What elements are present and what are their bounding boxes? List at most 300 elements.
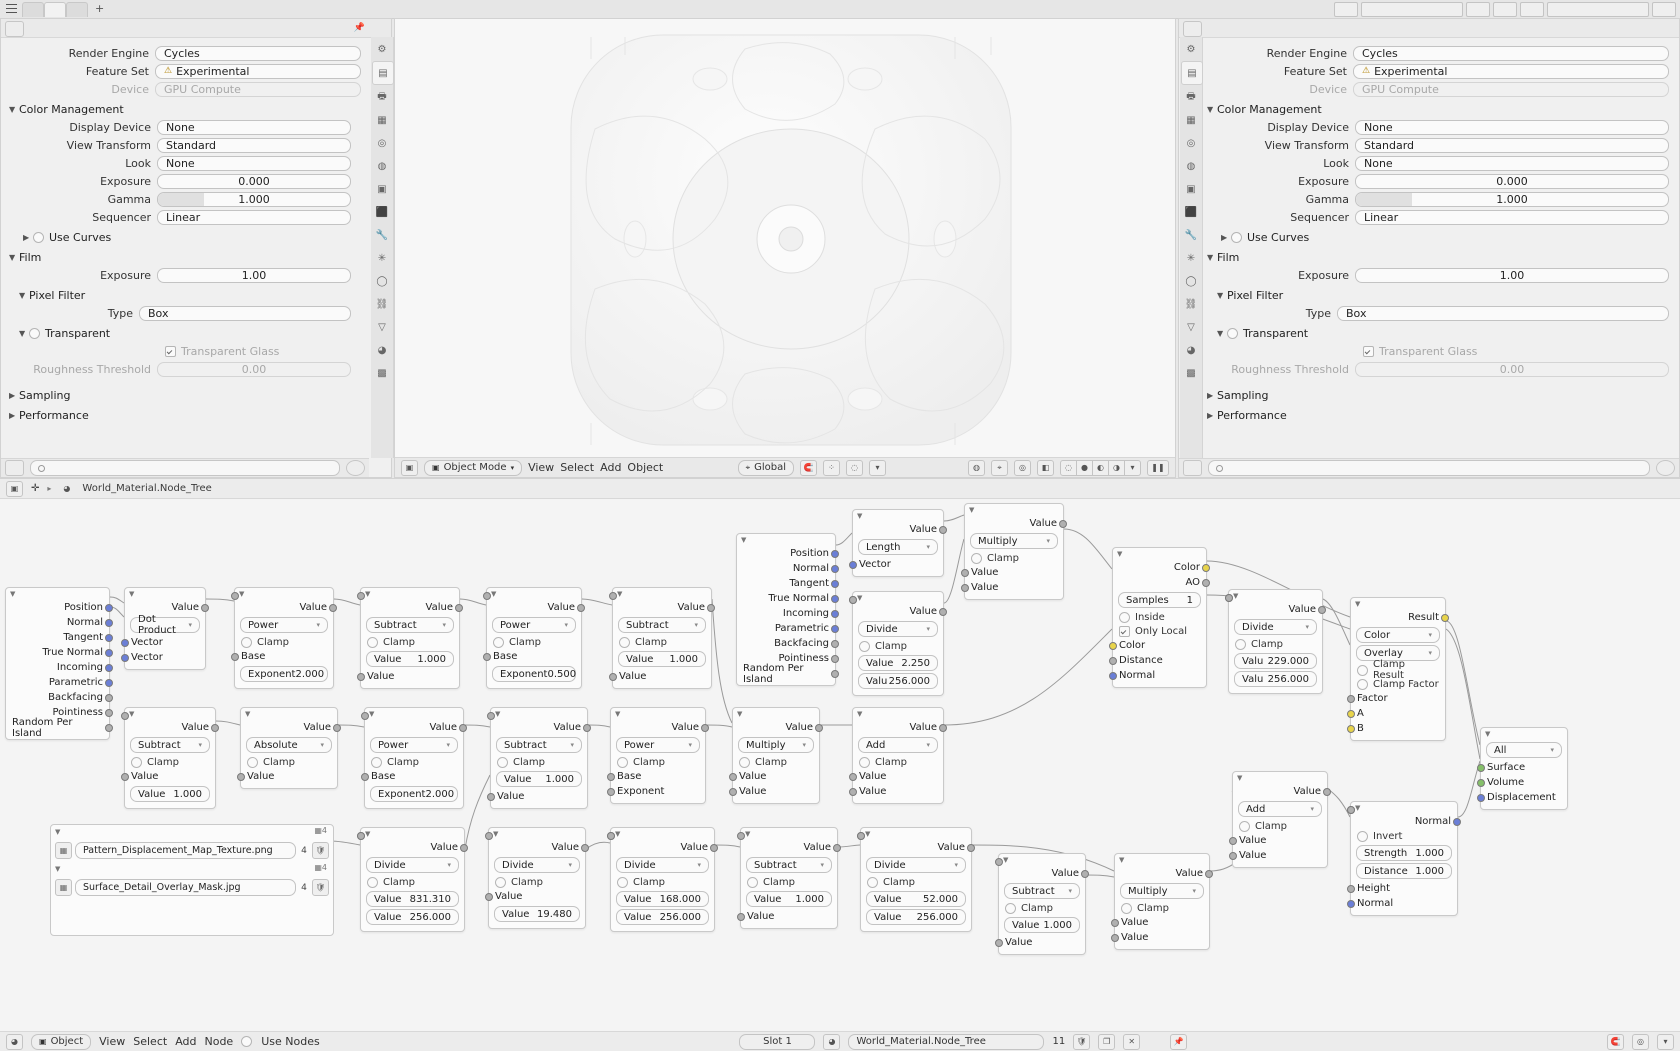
tab-scene-right[interactable]: ◎: [1186, 137, 1196, 149]
editor-type-button-node[interactable]: ▣: [6, 481, 23, 497]
node-input-exponent[interactable]: Exponent 2.000: [240, 666, 328, 682]
clamp-checkbox-row[interactable]: Clamp: [365, 755, 463, 769]
tab-object[interactable]: ⬛: [375, 206, 389, 218]
image-datablock-row-1[interactable]: [55, 842, 329, 859]
use-curves-row[interactable]: ▶ Use Curves: [23, 230, 112, 244]
view-transform-select[interactable]: Standard: [157, 138, 351, 153]
clamp-checkbox-row[interactable]: Clamp: [965, 551, 1063, 565]
clamp-checkbox-row[interactable]: Clamp: [853, 639, 943, 653]
use-curves-checkbox-right[interactable]: [1231, 232, 1242, 243]
node-header[interactable]: ▼: [617, 590, 623, 598]
operation-select[interactable]: Power ▾: [616, 737, 700, 753]
clamp-checkbox-row[interactable]: Clamp: [611, 875, 714, 889]
node-header[interactable]: ▼: [745, 830, 751, 838]
snap-node-icon[interactable]: 🧲: [1607, 1034, 1624, 1050]
menu-icon[interactable]: [6, 4, 17, 14]
tab-collection-right[interactable]: ▣: [1186, 183, 1196, 195]
shading-solid-icon[interactable]: ●: [1077, 460, 1093, 476]
node-header[interactable]: ▼: [741, 536, 747, 544]
film-section-right[interactable]: ▼ Film: [1207, 250, 1240, 264]
tab-render-right[interactable]: ▤: [1181, 61, 1203, 85]
operation-select[interactable]: Divide ▾: [858, 621, 938, 637]
image-users-2[interactable]: 4: [301, 882, 307, 893]
node-header[interactable]: ▼: [737, 710, 743, 718]
node-header[interactable]: ▼: [493, 830, 499, 838]
image-name-2[interactable]: Surface_Detail_Overlay_Mask.jpg: [75, 879, 296, 896]
node-header[interactable]: ▼: [1485, 730, 1491, 738]
node-math-subtract-2[interactable]: [612, 587, 712, 689]
tab-physics[interactable]: ◯: [376, 275, 388, 287]
node-math-subtract-1[interactable]: [360, 587, 460, 689]
node-header-2[interactable]: ▼ ▦4: [55, 863, 327, 873]
node-math-power-4[interactable]: [610, 707, 706, 804]
node-header[interactable]: ▼: [1355, 804, 1361, 812]
node-header[interactable]: ▼: [245, 710, 251, 718]
node-header[interactable]: ▼: [615, 710, 621, 718]
tab-texture-right[interactable]: ▩: [1186, 367, 1196, 379]
transform-orientation-selector[interactable]: ⌖ Global: [738, 460, 794, 476]
node-header[interactable]: ▼: [495, 710, 501, 718]
tab-particles-right[interactable]: ✳: [1186, 252, 1196, 264]
tab-constraints-right[interactable]: ⛓: [1184, 298, 1198, 310]
viewport-menu-add[interactable]: Add: [600, 461, 622, 474]
view-transform-select-right[interactable]: Standard: [1355, 138, 1669, 153]
node-math-multiply-1[interactable]: [964, 503, 1064, 600]
node-input-value-2: Value: [1233, 848, 1327, 863]
operation-select[interactable]: Subtract ▾: [1004, 883, 1080, 899]
tab-collection[interactable]: ▣: [377, 183, 387, 195]
inside-checkbox-row[interactable]: Inside: [1113, 610, 1206, 624]
node-header[interactable]: ▼: [857, 710, 863, 718]
roughness-threshold-field-right[interactable]: [1355, 362, 1669, 377]
shader-node-editor[interactable]: [0, 478, 1680, 1051]
node-math-multiply-2[interactable]: [732, 707, 820, 804]
node-geometry-2[interactable]: [736, 533, 836, 686]
node-math-subtract-5[interactable]: [740, 827, 838, 929]
operation-select[interactable]: Subtract ▾: [130, 737, 210, 753]
node-image-texture-group[interactable]: [50, 824, 334, 936]
operation-select[interactable]: Subtract ▾: [618, 617, 706, 633]
viewport-menu-object[interactable]: Object: [627, 461, 664, 474]
node-header[interactable]: ▼ ▦4: [55, 826, 327, 836]
clamp-checkbox-row[interactable]: Clamp: [861, 875, 971, 889]
xray-icon[interactable]: ◧: [1037, 460, 1054, 476]
node-math-divide-5[interactable]: [610, 827, 715, 932]
tab-particles[interactable]: ✳: [377, 252, 387, 264]
node-math-divide-3[interactable]: [360, 827, 465, 932]
node-header[interactable]: ▼: [857, 594, 863, 602]
node-menu-view[interactable]: View: [99, 1035, 126, 1048]
new-material-icon[interactable]: ❐: [1098, 1034, 1115, 1050]
node-header[interactable]: ▼: [369, 710, 375, 718]
proportional-edit-icon[interactable]: ◌: [846, 460, 863, 476]
operation-select[interactable]: Absolute ▾: [246, 737, 332, 753]
node-input-value-2[interactable]: Value 256.000: [866, 909, 966, 925]
clamp-factor-checkbox-row[interactable]: Clamp Factor: [1351, 677, 1445, 691]
node-header[interactable]: ▼: [857, 512, 863, 520]
node-header[interactable]: ▼: [239, 590, 245, 598]
roughness-threshold-value-right: 0.00: [1499, 362, 1525, 376]
node-header[interactable]: ▼: [129, 590, 135, 598]
tab-material[interactable]: ◕: [377, 344, 387, 356]
pin-node-tree-icon[interactable]: 📌: [1170, 1034, 1187, 1050]
render-engine-row-right: [1207, 45, 1669, 61]
clamp-checkbox-row[interactable]: Clamp: [1229, 637, 1322, 651]
transparent-section-right[interactable]: ▼ Transparent: [1217, 326, 1309, 340]
node-math-subtract-4[interactable]: [490, 707, 588, 809]
node-input-value-2[interactable]: Valu 256.000: [1234, 671, 1317, 687]
node-input-value-1[interactable]: Value 52.000: [866, 891, 966, 907]
image-icon-1[interactable]: ▦: [55, 842, 72, 859]
editor-type-button-viewport[interactable]: ▣: [401, 460, 418, 476]
node-math-power-1[interactable]: [234, 587, 334, 689]
fake-user-icon[interactable]: 🛡: [1073, 1034, 1090, 1050]
workspace-tab-3[interactable]: [66, 2, 88, 17]
tab-scene[interactable]: ◎: [377, 137, 387, 149]
look-select[interactable]: None: [157, 156, 351, 171]
node-output-incoming: Incoming: [6, 660, 109, 675]
options-icon-left[interactable]: [346, 460, 365, 476]
view-layer-field[interactable]: [1547, 2, 1649, 17]
clamp-checkbox-row[interactable]: Clamp: [613, 635, 711, 649]
transparent-glass-checkbox[interactable]: [165, 346, 176, 357]
browse-material-icon[interactable]: ◕: [823, 1034, 840, 1050]
node-header[interactable]: ▼: [1117, 550, 1123, 558]
tab-view-layer-right[interactable]: ▦: [1186, 114, 1196, 126]
node-ambient-occlusion[interactable]: [1112, 547, 1207, 688]
data-type-select[interactable]: Color ▾: [1356, 627, 1440, 643]
node-menu-select[interactable]: Select: [133, 1035, 168, 1048]
tab-render[interactable]: ▤: [372, 61, 394, 85]
node-math-divide-4[interactable]: [488, 827, 586, 929]
tab-constraints[interactable]: ⛓: [375, 298, 389, 310]
node-header[interactable]: ▼: [865, 830, 871, 838]
node-header[interactable]: ▼: [1233, 592, 1239, 600]
performance-section-right[interactable]: ▶ Performance: [1207, 408, 1287, 422]
film-section[interactable]: ▼ Film: [9, 250, 42, 264]
editor-type-button-right[interactable]: [1183, 460, 1202, 476]
node-input-value-2: Value: [741, 909, 837, 924]
node-material-output[interactable]: [1480, 727, 1568, 810]
properties-search-input-left[interactable]: [30, 460, 340, 476]
only-local-checkbox-row[interactable]: Only Local: [1113, 624, 1206, 638]
scene-field[interactable]: [1361, 2, 1463, 17]
node-input-value-1[interactable]: Value 1.000: [618, 651, 706, 667]
node-input-distance[interactable]: Distance 1.000: [1356, 863, 1452, 879]
clamp-checkbox-row[interactable]: Clamp: [733, 755, 819, 769]
device-select[interactable]: GPU Compute: [155, 82, 361, 97]
color-management-section[interactable]: ▼ Color Management: [9, 102, 124, 116]
pin-icon[interactable]: 📌: [353, 23, 365, 33]
operation-select[interactable]: Dot Product ▾: [130, 617, 200, 633]
node-header[interactable]: ▼: [1003, 856, 1009, 864]
display-device-select-right[interactable]: None: [1355, 120, 1669, 135]
pixel-filter-section-right[interactable]: ▼ Pixel Filter: [1217, 288, 1284, 302]
node-header[interactable]: ▼: [491, 590, 497, 598]
3d-viewport[interactable]: [394, 18, 1176, 478]
clamp-checkbox-row[interactable]: Clamp: [361, 635, 459, 649]
material-name-field[interactable]: World_Material.Node_Tree: [848, 1034, 1044, 1050]
shader-type-selector[interactable]: ▣ Object: [31, 1034, 91, 1050]
tab-data[interactable]: ▽: [378, 321, 386, 333]
shading-wireframe-icon[interactable]: ◌: [1060, 460, 1077, 476]
node-header[interactable]: ▼: [1355, 600, 1361, 608]
shading-mode-group[interactable]: [1060, 460, 1141, 476]
sequencer-select[interactable]: Linear: [157, 210, 351, 225]
operation-select[interactable]: Divide ▾: [1234, 619, 1317, 635]
operation-select[interactable]: Power ▾: [240, 617, 328, 633]
clamp-checkbox-row[interactable]: Clamp: [853, 755, 943, 769]
render-engine-select[interactable]: Cycles: [155, 46, 361, 61]
material-users-count[interactable]: 11: [1052, 1036, 1066, 1047]
look-select-right[interactable]: None: [1355, 156, 1669, 171]
node-input-value-1[interactable]: Value 1.000: [746, 891, 832, 907]
invert-checkbox-row[interactable]: Invert: [1351, 829, 1457, 843]
node-header[interactable]: ▼: [615, 830, 621, 838]
exposure-slider-right[interactable]: [1355, 174, 1669, 189]
node-input-exponent[interactable]: Exponent 0.500: [492, 666, 576, 682]
image-browse-icon[interactable]: ▦4: [314, 826, 327, 835]
node-header[interactable]: ▼: [1119, 856, 1125, 864]
tab-world[interactable]: ◍: [377, 160, 387, 172]
node-input-value-1[interactable]: Value 1.000: [366, 651, 454, 667]
tab-world-right[interactable]: ◍: [1186, 160, 1196, 172]
operation-select[interactable]: Length ▾: [858, 539, 938, 555]
clamp-checkbox-row[interactable]: Clamp: [125, 755, 215, 769]
operation-select[interactable]: Power ▾: [370, 737, 458, 753]
node-input-value-2[interactable]: Valu 256.000: [858, 673, 938, 689]
gamma-value: 1.000: [238, 192, 270, 206]
tab-data-right[interactable]: ▽: [1187, 321, 1195, 333]
operation-select[interactable]: Subtract ▾: [746, 857, 832, 873]
editor-type-button-left[interactable]: [5, 460, 24, 476]
snap-icon[interactable]: 🧲: [800, 460, 817, 476]
node-input-strength[interactable]: Strength 1.000: [1356, 845, 1452, 861]
node-geometry-1[interactable]: [5, 587, 110, 740]
pause-render-icon[interactable]: ❚❚: [1147, 460, 1169, 476]
samples-field[interactable]: Samples 1: [1118, 592, 1201, 608]
tab-tool[interactable]: ⚙: [377, 43, 387, 55]
tab-material-right[interactable]: ◕: [1186, 344, 1196, 356]
node-input-value-2[interactable]: Value 19.480: [494, 906, 580, 922]
node-header[interactable]: ▼: [10, 590, 16, 598]
operation-select[interactable]: Divide ▾: [616, 857, 709, 873]
workspace-tab-2[interactable]: [44, 2, 66, 17]
film-exposure-field-right[interactable]: [1355, 268, 1669, 283]
node-canvas[interactable]: [0, 499, 1680, 1031]
sampling-section-right[interactable]: ▶ Sampling: [1207, 388, 1269, 402]
visibility-icon[interactable]: ◍: [968, 460, 985, 476]
node-input-value-1[interactable]: Value 2.250: [858, 655, 938, 671]
add-workspace-button[interactable]: +: [95, 2, 105, 15]
editor-type-button-node-footer[interactable]: ◕: [6, 1034, 23, 1050]
node-input-value-2[interactable]: Value 256.000: [366, 909, 459, 925]
node-input-value-1[interactable]: Value 1.000: [1004, 917, 1080, 933]
node-math-subtract-6[interactable]: [998, 853, 1086, 955]
tab-view-layer[interactable]: ▦: [377, 114, 387, 126]
filter-type-select[interactable]: Box: [139, 306, 351, 321]
node-math-absolute[interactable]: [240, 707, 338, 789]
node-math-multiply-3[interactable]: [1114, 853, 1210, 950]
editor-type-icon[interactable]: [5, 21, 24, 37]
transparent-checkbox-right[interactable]: [1227, 328, 1238, 339]
image-shield-icon-1[interactable]: 🛡: [312, 842, 329, 859]
node-math-dot-product[interactable]: [124, 587, 206, 670]
gamma-slider[interactable]: [157, 192, 351, 207]
new-scene-button[interactable]: [1466, 2, 1490, 17]
pixel-filter-section[interactable]: ▼ Pixel Filter: [19, 288, 86, 302]
node-input-value-1[interactable]: Value 1.000: [496, 771, 582, 787]
image-datablock-row-2[interactable]: [55, 879, 329, 896]
feature-set-select[interactable]: [155, 64, 361, 79]
tab-object-right[interactable]: ⬛: [1184, 206, 1198, 218]
render-engine-select-right[interactable]: Cycles: [1353, 46, 1669, 61]
image-browse-icon-2[interactable]: ▦4: [314, 863, 327, 872]
node-math-divide-2[interactable]: [1228, 589, 1323, 694]
sampling-section[interactable]: ▶ Sampling: [9, 388, 71, 402]
viewport-menu-view[interactable]: View: [528, 461, 555, 474]
exposure-slider[interactable]: [157, 174, 351, 189]
unlink-material-icon[interactable]: ✕: [1123, 1034, 1140, 1050]
transparent-glass-checkbox-right[interactable]: [1363, 346, 1374, 357]
film-exposure-field[interactable]: [157, 268, 351, 283]
node-menu-node[interactable]: Node: [204, 1035, 234, 1048]
operation-select[interactable]: Divide ▾: [866, 857, 966, 873]
clamp-checkbox-row[interactable]: Clamp: [487, 635, 581, 649]
node-input-value-2[interactable]: Value 1.000: [130, 786, 210, 802]
add-node-icon[interactable]: ✛: [31, 483, 40, 494]
new-view-layer-button[interactable]: [1652, 2, 1676, 17]
view-layer-icon[interactable]: [1520, 2, 1544, 17]
node-output-backfacing: Backfacing: [6, 690, 109, 705]
tab-output-right[interactable]: 🖶: [1186, 90, 1196, 102]
filter-type-select-right[interactable]: Box: [1337, 306, 1669, 321]
options-node-icon[interactable]: ▾: [1657, 1034, 1674, 1050]
clamp-checkbox-row[interactable]: Clamp: [491, 755, 587, 769]
remove-scene-button[interactable]: [1493, 2, 1517, 17]
proportional-falloff-icon[interactable]: ▾: [869, 460, 886, 476]
use-nodes-toggle[interactable]: Use Nodes: [241, 1035, 320, 1048]
clamp-checkbox-row[interactable]: Clamp: [241, 755, 337, 769]
image-users-1[interactable]: 4: [301, 845, 307, 856]
sequencer-select-right[interactable]: Linear: [1355, 210, 1669, 225]
image-name-1[interactable]: Pattern_Displacement_Map_Texture.png: [75, 842, 296, 859]
gizmo-icon[interactable]: ⌖: [991, 460, 1008, 476]
node-input-value-1[interactable]: Value 168.000: [616, 891, 709, 907]
blend-mode-select[interactable]: Overlay ▾: [1356, 645, 1440, 661]
node-math-divide-1[interactable]: [852, 591, 944, 696]
transparent-checkbox[interactable]: [29, 328, 40, 339]
snap-target-icon[interactable]: ⁘: [823, 460, 840, 476]
target-select[interactable]: All ▾: [1486, 742, 1562, 758]
operation-select[interactable]: Multiply ▾: [970, 533, 1058, 549]
operation-select[interactable]: Subtract ▾: [366, 617, 454, 633]
node-input-value-1: Value: [853, 769, 943, 784]
operation-select[interactable]: Add ▾: [1238, 801, 1322, 817]
options-icon-right[interactable]: [1656, 460, 1675, 476]
node-header[interactable]: ▼: [1237, 774, 1243, 782]
node-mix-color[interactable]: [1350, 597, 1446, 741]
node-input-exponent[interactable]: Exponent 2.000: [370, 786, 458, 802]
operation-select[interactable]: Divide ▾: [494, 857, 580, 873]
operation-select[interactable]: Divide ▾: [366, 857, 459, 873]
node-bump[interactable]: [1350, 801, 1458, 916]
node-header[interactable]: ▼: [365, 830, 371, 838]
overlay-node-icon[interactable]: ◎: [1632, 1034, 1649, 1050]
node-header[interactable]: ▼: [969, 506, 975, 514]
tab-tool-right[interactable]: ⚙: [1186, 43, 1196, 55]
node-math-add-1[interactable]: [852, 707, 944, 804]
shading-rendered-icon[interactable]: ◑: [1109, 460, 1125, 476]
operation-select[interactable]: Multiply ▾: [738, 737, 814, 753]
node-math-subtract-3[interactable]: [124, 707, 216, 809]
clamp-checkbox-row[interactable]: Clamp: [361, 875, 464, 889]
clamp-checkbox-row[interactable]: Clamp: [741, 875, 837, 889]
node-header[interactable]: ▼: [129, 710, 135, 718]
viewport-menu-select[interactable]: Select: [560, 461, 595, 474]
node-math-divide-6[interactable]: [860, 827, 972, 932]
clamp-checkbox-row[interactable]: Clamp: [611, 755, 705, 769]
transparent-section[interactable]: ▼ Transparent: [19, 326, 111, 340]
tab-modifiers[interactable]: 🔧: [375, 229, 389, 241]
interaction-mode-selector[interactable]: ▣ Object Mode ▾: [424, 460, 522, 476]
node-header[interactable]: ▼: [365, 590, 371, 598]
node-input-value-2[interactable]: Value 256.000: [616, 909, 709, 925]
operation-select[interactable]: Add ▾: [858, 737, 938, 753]
node-input-value-1[interactable]: Valu 229.000: [1234, 653, 1317, 669]
node-math-power-3[interactable]: [364, 707, 464, 809]
color-management-section-right[interactable]: ▼ Color Management: [1207, 102, 1322, 116]
editor-type-icon-right[interactable]: [1183, 21, 1202, 37]
tab-texture[interactable]: ▩: [377, 367, 387, 379]
operation-select[interactable]: Subtract ▾: [496, 737, 582, 753]
operation-select[interactable]: Multiply ▾: [1120, 883, 1204, 899]
clamp-checkbox-row[interactable]: Clamp: [1233, 819, 1327, 833]
gamma-slider-right[interactable]: [1355, 192, 1669, 207]
device-select-right[interactable]: GPU Compute: [1353, 82, 1669, 97]
material-slot-selector[interactable]: Slot 1: [739, 1034, 815, 1050]
roughness-threshold-field[interactable]: [157, 362, 351, 377]
display-device-select[interactable]: None: [157, 120, 351, 135]
node-vector-math-length[interactable]: [852, 509, 944, 577]
tab-physics-right[interactable]: ◯: [1185, 275, 1197, 287]
operation-select[interactable]: Power ▾: [492, 617, 576, 633]
clamp-checkbox-row[interactable]: Clamp: [489, 875, 585, 889]
tab-modifiers-right[interactable]: 🔧: [1184, 229, 1198, 241]
scene-icon[interactable]: [1334, 2, 1358, 17]
clamp-checkbox-row[interactable]: Clamp: [1115, 901, 1209, 915]
node-menu-add[interactable]: Add: [175, 1035, 197, 1048]
node-input-value-1[interactable]: Value 831.310: [366, 891, 459, 907]
clamp-checkbox-row[interactable]: Clamp: [235, 635, 333, 649]
shading-options-icon[interactable]: ▾: [1125, 460, 1141, 476]
image-shield-icon-2[interactable]: 🛡: [312, 879, 329, 896]
clamp-result-checkbox-row[interactable]: Clamp Result: [1351, 663, 1445, 677]
workspace-tab-1[interactable]: [22, 2, 44, 17]
performance-section[interactable]: ▶ Performance: [9, 408, 89, 422]
tab-output[interactable]: 🖶: [377, 90, 387, 102]
feature-set-select-right[interactable]: [1353, 64, 1669, 79]
properties-search-input-right[interactable]: [1208, 460, 1650, 476]
image-icon-2[interactable]: ▦: [55, 879, 72, 896]
node-math-power-2[interactable]: [486, 587, 582, 689]
shading-material-icon[interactable]: ◐: [1093, 460, 1109, 476]
node-math-add-2[interactable]: [1232, 771, 1328, 868]
use-curves-row-right[interactable]: ▶ Use Curves: [1221, 230, 1310, 244]
overlays-icon[interactable]: ◎: [1014, 460, 1031, 476]
use-curves-checkbox[interactable]: [33, 232, 44, 243]
clamp-checkbox-row[interactable]: Clamp: [999, 901, 1085, 915]
